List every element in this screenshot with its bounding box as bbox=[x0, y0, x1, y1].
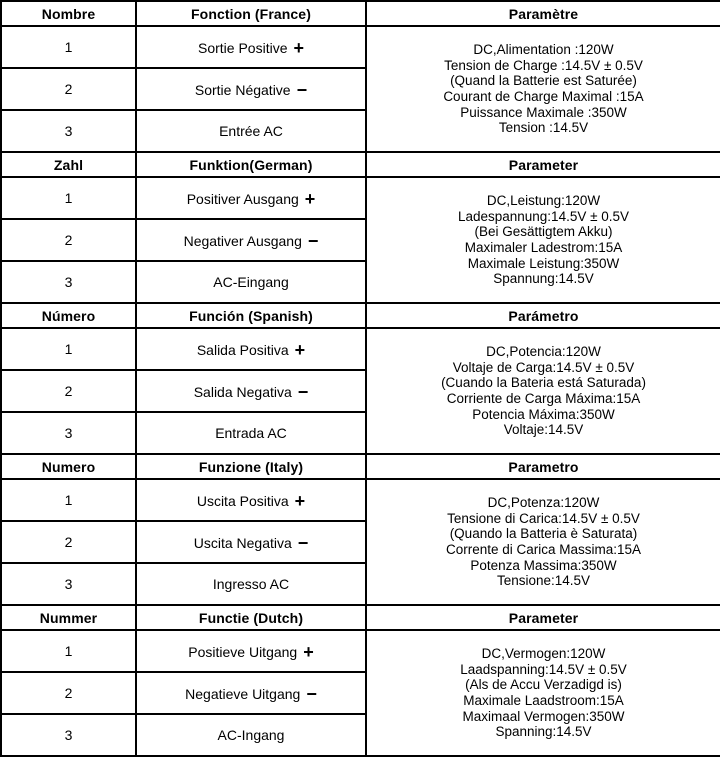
function-header: Funzione (Italy) bbox=[136, 454, 366, 479]
function-label: Negativer Ausgang bbox=[183, 232, 302, 249]
parameter-line: Laadspanning:14.5V ± 0.5V bbox=[460, 661, 627, 677]
function-label: Uscita Positiva bbox=[196, 492, 289, 509]
function-label: Salida Positiva bbox=[196, 341, 289, 358]
number-cell: 1 bbox=[1, 26, 136, 68]
function-label: Negatieve Uitgang bbox=[185, 685, 301, 702]
parameter-line: (Quand la Batterie est Saturée) bbox=[450, 73, 637, 89]
header-row bbox=[1, 1, 720, 26]
function-cell bbox=[136, 630, 366, 672]
number-header: Numero bbox=[1, 454, 136, 479]
language-section-french bbox=[1, 1, 720, 152]
number-cell: 3 bbox=[1, 412, 136, 454]
parameter-line: DC,Potencia:120W bbox=[486, 344, 601, 360]
parameter-line: Corriente de Carga Máxima:15A bbox=[446, 391, 641, 406]
function-cell bbox=[136, 328, 366, 370]
number-cell: 1 bbox=[1, 479, 136, 521]
parameter-cell bbox=[366, 479, 720, 605]
parameter-line: Potencia Máxima:350W bbox=[472, 406, 615, 422]
parameter-line: Potenza Massima:350W bbox=[470, 557, 617, 573]
header-row bbox=[1, 454, 720, 479]
header-row bbox=[1, 303, 720, 328]
language-section-german bbox=[1, 152, 720, 303]
parameter-line: Spanning:14.5V bbox=[495, 724, 592, 740]
function-header: Función (Spanish) bbox=[136, 303, 366, 328]
table-row bbox=[1, 328, 720, 370]
parameter-line: DC,Potenza:120W bbox=[487, 495, 600, 511]
language-section-italian bbox=[1, 454, 720, 605]
function-cell bbox=[136, 177, 366, 219]
parameter-line: Voltaje de Carga:14.5V ± 0.5V bbox=[452, 359, 635, 375]
parameter-line: Maximaler Ladestrom:15A bbox=[464, 240, 623, 255]
parameter-line: (Cuando la Bateria está Saturada) bbox=[441, 375, 646, 391]
function-cell bbox=[136, 26, 366, 68]
function-cell bbox=[136, 714, 366, 756]
parameter-line: Voltaje:14.5V bbox=[503, 422, 584, 438]
function-label: Positiver Ausgang bbox=[186, 190, 299, 207]
parameter-line: DC,Vermogen:120W bbox=[481, 646, 606, 662]
function-label: Entrada AC bbox=[215, 425, 287, 441]
number-cell: 2 bbox=[1, 219, 136, 261]
parameter-line: Maximale Laadstroom:15A bbox=[463, 693, 624, 708]
minus-icon: − bbox=[297, 381, 309, 402]
number-cell: 2 bbox=[1, 68, 136, 110]
header-row bbox=[1, 605, 720, 630]
parameter-cell bbox=[366, 630, 720, 756]
number-cell: 2 bbox=[1, 521, 136, 563]
number-header: Nombre bbox=[1, 1, 136, 26]
plus-icon: + bbox=[294, 339, 306, 360]
minus-icon: − bbox=[296, 79, 308, 100]
parameter-line: Spannung:14.5V bbox=[493, 271, 594, 287]
function-header: Fonction (France) bbox=[136, 1, 366, 26]
function-label: AC-Eingang bbox=[213, 274, 289, 290]
table-row bbox=[1, 26, 720, 68]
parameter-line: Courant de Charge Maximal :15A bbox=[443, 89, 644, 104]
parameter-header: Paramètre bbox=[366, 1, 720, 26]
parameter-line: Maximale Leistung:350W bbox=[467, 255, 620, 271]
parameter-header: Parameter bbox=[366, 152, 720, 177]
parameter-line: Puissance Maximale :350W bbox=[460, 104, 627, 120]
function-label: Positieve Uitgang bbox=[188, 643, 298, 660]
function-label: Ingresso AC bbox=[212, 576, 290, 592]
number-cell: 3 bbox=[1, 261, 136, 303]
number-cell: 1 bbox=[1, 630, 136, 672]
parameter-line: Maximaal Vermogen:350W bbox=[462, 708, 625, 724]
function-cell bbox=[136, 672, 366, 714]
function-header: Functie (Dutch) bbox=[136, 605, 366, 630]
parameter-line: Tension :14.5V bbox=[498, 120, 589, 136]
parameter-line: (Quando la Batteria è Saturata) bbox=[449, 526, 638, 542]
plus-icon: + bbox=[304, 188, 316, 209]
function-cell bbox=[136, 412, 366, 454]
table-row bbox=[1, 479, 720, 521]
function-cell bbox=[136, 261, 366, 303]
language-section-spanish bbox=[1, 303, 720, 454]
number-header: Nummer bbox=[1, 605, 136, 630]
function-label: Sortie Négative bbox=[194, 81, 291, 98]
function-cell bbox=[136, 110, 366, 152]
parameter-header: Parametro bbox=[366, 454, 720, 479]
parameter-line: Ladespannung:14.5V ± 0.5V bbox=[457, 208, 630, 224]
number-cell: 1 bbox=[1, 177, 136, 219]
minus-icon: − bbox=[307, 230, 319, 251]
function-label: AC-Ingang bbox=[217, 727, 285, 743]
table-row bbox=[1, 630, 720, 672]
parameter-line: DC,Alimentation :120W bbox=[473, 42, 614, 58]
parameter-line: Tensione di Carica:14.5V ± 0.5V bbox=[447, 510, 640, 526]
function-label: Sortie Positive bbox=[198, 39, 288, 56]
parameter-line: Corrente di Carica Massima:15A bbox=[445, 542, 642, 557]
parameter-cell bbox=[366, 177, 720, 303]
number-cell: 1 bbox=[1, 328, 136, 370]
parameter-header: Parámetro bbox=[366, 303, 720, 328]
function-cell bbox=[136, 563, 366, 605]
parameter-line: Tension de Charge :14.5V ± 0.5V bbox=[444, 57, 643, 73]
function-cell bbox=[136, 370, 366, 412]
parameter-line: (Bei Gesättigtem Akku) bbox=[474, 224, 613, 240]
function-cell bbox=[136, 219, 366, 261]
number-cell: 3 bbox=[1, 563, 136, 605]
function-label: Entrée AC bbox=[219, 123, 283, 139]
plus-icon: + bbox=[294, 490, 306, 511]
function-label: Uscita Negativa bbox=[193, 534, 292, 551]
function-cell bbox=[136, 521, 366, 563]
plus-icon: + bbox=[303, 641, 314, 662]
function-cell bbox=[136, 479, 366, 521]
number-cell: 2 bbox=[1, 370, 136, 412]
number-cell: 3 bbox=[1, 714, 136, 756]
language-section-dutch bbox=[1, 605, 720, 756]
parameter-line: (Als de Accu Verzadigd is) bbox=[465, 677, 622, 693]
number-cell: 2 bbox=[1, 672, 136, 714]
number-header: Número bbox=[1, 303, 136, 328]
plus-icon: + bbox=[293, 37, 304, 58]
parameter-cell bbox=[366, 328, 720, 454]
minus-icon: − bbox=[306, 683, 317, 704]
parameter-line: Tensione:14.5V bbox=[496, 573, 591, 589]
function-cell bbox=[136, 68, 366, 110]
number-header: Zahl bbox=[1, 152, 136, 177]
minus-icon: − bbox=[297, 532, 309, 553]
table-row bbox=[1, 177, 720, 219]
parameter-cell bbox=[366, 26, 720, 152]
number-cell: 3 bbox=[1, 110, 136, 152]
parameter-line: DC,Leistung:120W bbox=[486, 193, 601, 209]
header-row bbox=[1, 152, 720, 177]
function-label: Salida Negativa bbox=[193, 383, 292, 400]
parameter-header: Parameter bbox=[366, 605, 720, 630]
function-header: Funktion(German) bbox=[136, 152, 366, 177]
